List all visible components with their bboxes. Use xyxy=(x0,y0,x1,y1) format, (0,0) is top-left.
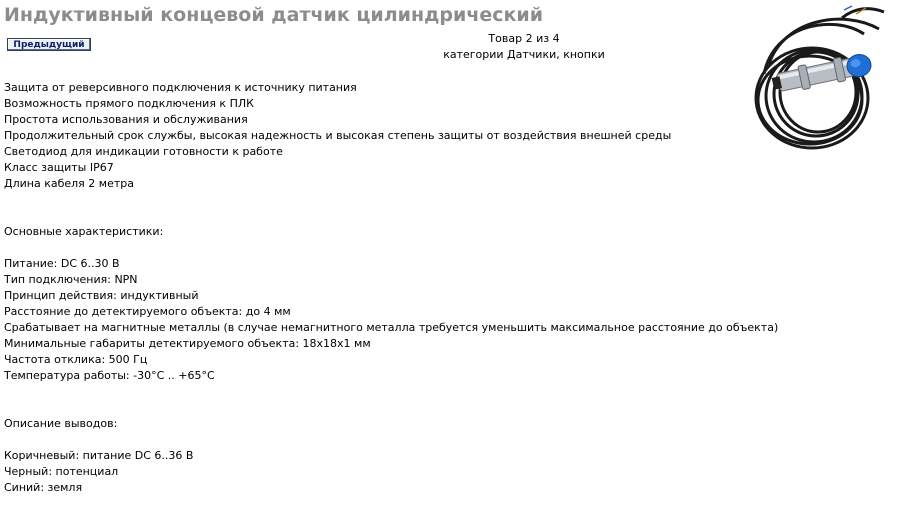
product-position: Товар 2 из 4 xyxy=(488,32,560,45)
spec-item: Частота отклика: 500 Гц xyxy=(4,353,148,366)
pin-item: Синий: земля xyxy=(4,481,83,494)
feature-item: Длина кабеля 2 метра xyxy=(4,177,134,190)
feature-item: Продолжительный срок службы, высокая надежность и высокая степень защиты от воздействия внешней среды xyxy=(4,129,672,142)
spec-item: Срабатывает на магнитные металлы (в случае немагнитного металла требуется уменьшить максимальное расстояние до объекта) xyxy=(4,321,779,334)
spec-item: Питание: DC 6..30 В xyxy=(4,257,120,270)
specs-list xyxy=(4,256,824,384)
product-title: Индуктивный концевой датчик цилиндрический xyxy=(4,4,544,26)
pin-item: Коричневый: питание DC 6..36 В xyxy=(4,449,194,462)
features-list xyxy=(4,80,824,192)
spec-item: Температура работы: -30°C .. +65°C xyxy=(4,369,215,382)
feature-item: Защита от реверсивного подключения к источнику питания xyxy=(4,81,357,94)
pins-heading: Описание выводов: xyxy=(4,417,118,430)
feature-item: Класс защиты IP67 xyxy=(4,161,114,174)
pin-item: Черный: потенциал xyxy=(4,465,119,478)
feature-item: Светодиод для индикации готовности к работе xyxy=(4,145,283,158)
spec-item: Расстояние до детектируемого объекта: до 4 мм xyxy=(4,305,291,318)
spec-item: Минимальные габариты детектируемого объекта: 18x18x1 мм xyxy=(4,337,371,350)
product-navigation-info xyxy=(412,31,636,63)
product-description xyxy=(4,80,824,496)
previous-button[interactable]: Предыдущий xyxy=(7,38,91,51)
feature-item: Простота использования и обслуживания xyxy=(4,113,248,126)
feature-item: Возможность прямого подключения к ПЛК xyxy=(4,97,254,110)
spec-item: Принцип действия: индуктивный xyxy=(4,289,199,302)
pins-list xyxy=(4,448,824,496)
product-category: категории Датчики, кнопки xyxy=(443,48,605,61)
spec-item: Тип подключения: NPN xyxy=(4,273,138,286)
specs-heading: Основные характеристики: xyxy=(4,225,164,238)
